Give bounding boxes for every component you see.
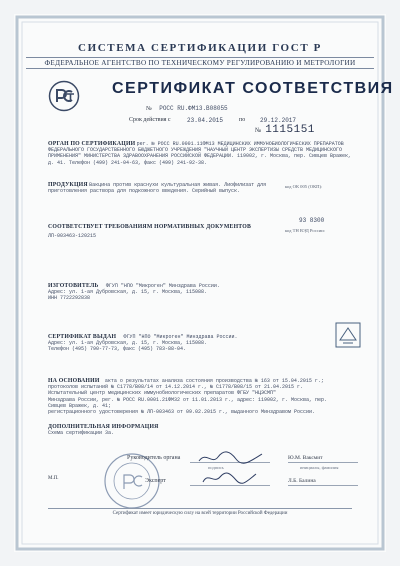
stamp-label: М.П. bbox=[48, 476, 59, 481]
initials-caption: инициалы, фамилия bbox=[300, 465, 339, 470]
registration-number-label: № bbox=[146, 106, 152, 112]
product-text: Вакцина против краснухи культуральная живая. Лиофилизат для приготовления раствора для подкожного введения. Серийный выпуск. bbox=[48, 182, 267, 195]
okp-code-value: 93 8300 bbox=[299, 217, 325, 224]
rst-logo-icon bbox=[48, 80, 80, 112]
basis-line: Сивцев Вражек, д. 41; bbox=[48, 402, 112, 409]
validity-label: Срок действия с bbox=[129, 117, 171, 123]
additional-text: Схема сертификации 3а. bbox=[48, 430, 115, 437]
registration-number-value: РОСС RU.ФМ13.В08055 bbox=[159, 105, 228, 112]
sign-caption: подпись bbox=[208, 465, 224, 470]
manufacturer-label: ИЗГОТОВИТЕЛЬ bbox=[48, 283, 99, 289]
requirements-section bbox=[48, 224, 288, 239]
organ-section bbox=[48, 141, 353, 166]
serial-label: № bbox=[255, 127, 262, 134]
basis-line: акта о результатах анализа состояния производства № 163 от 15.04.2015 г.; bbox=[104, 378, 324, 384]
validity-to-label: по bbox=[239, 117, 246, 123]
expert-signature-icon bbox=[200, 470, 260, 486]
requirements-label: СООТВЕТСТВУЕТ ТРЕБОВАНИЯМ НОРМАТИВНЫХ ДОКУМЕНТОВ bbox=[48, 224, 252, 230]
additional-label: ДОПОЛНИТЕЛЬНАЯ ИНФОРМАЦИЯ bbox=[48, 424, 159, 430]
registration-number bbox=[146, 105, 228, 112]
head-signature-icon bbox=[196, 448, 266, 466]
head-name: Ю.М. Ваксмит bbox=[288, 455, 323, 461]
basis-line: регистрационного удостоверения № ЛП-003463 от 09.02.2015 г., выданного Минздравом России. bbox=[48, 409, 316, 416]
basis-line: протоколов испытаний № С1778/В08/14 от 14.12.2014 г., № С1778/В08/15 от 21.04.2015 г. bbox=[48, 384, 304, 391]
serial-value: 1115151 bbox=[265, 124, 315, 136]
basis-section bbox=[48, 378, 353, 415]
product-label: ПРОДУКЦИЯ bbox=[48, 182, 88, 188]
issued-to-section bbox=[48, 334, 328, 353]
validity-date-from: 23.04.2015 bbox=[187, 117, 224, 124]
expert-signature-row bbox=[145, 478, 166, 484]
requirements-text: ЛП-003463-120215 bbox=[48, 233, 97, 240]
validity-date-to: 29.12.2017 bbox=[260, 117, 297, 124]
organ-text: рег. № РОСС RU.0001.11ФМ13 МЕДИЦИНСКИХ ИММУНОБИОЛОГИЧЕСКИХ ПРЕПАРАТОВ ФЕДЕРАЛЬНОГО ГОСУДАРСТВЕННОГО БЮДЖЕТНОГО УЧРЕЖДЕНИЯ "НАУЧНЫЙ ЦЕНТР ЭКСПЕРТИЗЫ СРЕДСТВ МЕДИЦИНСКОГО ПРИМЕНЕНИЯ" МИНИСТЕРСТВА ЗДРАВООХРАНЕНИЯ РОССИЙСКОЙ ФЕДЕРАЦИИ. 119002, г. Москва, пер. Сивцев Вражек, д. 41. Телефон (499) 241-04-63, факс (499) 241-92-38. bbox=[48, 141, 352, 166]
system-title: СИСТЕМА СЕРТИФИКАЦИИ ГОСТ Р bbox=[78, 42, 322, 54]
certificate-title: СЕРТИФИКАТ СООТВЕТСТВИЯ bbox=[112, 80, 394, 97]
company-seal-icon bbox=[335, 322, 361, 348]
basis-line: Минздрава России, рег. № РОСС RU.0001.21ФМ32 от 11.01.2013 г., адрес: 119002, г. Москва, пер. bbox=[48, 396, 328, 403]
expert-label: Эксперт bbox=[145, 478, 166, 484]
validity-period bbox=[129, 117, 329, 123]
agency-name: ФЕДЕРАЛЬНОЕ АГЕНТСТВО ПО ТЕХНИЧЕСКОМУ РЕГУЛИРОВАНИЮ И МЕТРОЛОГИИ bbox=[26, 57, 374, 69]
head-name-line bbox=[288, 462, 358, 463]
footer-note: Сертификат имеет юридическую силу на всей территории Российской Федерации bbox=[48, 508, 352, 516]
okp-code-label: код ОК 005 (ОКП): bbox=[285, 184, 323, 189]
manufacturer-section bbox=[48, 283, 348, 302]
manufacturer-line3: ИНН 7722292838 bbox=[48, 295, 91, 302]
head-signature-row bbox=[127, 455, 180, 461]
issued-to-line1: ФГУП "НПО "Микроген" Минздрава России. bbox=[123, 334, 238, 340]
head-label: Руководитель органа bbox=[127, 455, 181, 461]
manufacturer-line1: ФГУП "НПО "Микроген" Минздрава России. bbox=[105, 283, 220, 289]
product-section bbox=[48, 182, 273, 194]
serial-number bbox=[255, 124, 315, 136]
issued-to-label: СЕРТИФИКАТ ВЫДАН bbox=[48, 334, 117, 340]
additional-section bbox=[48, 424, 248, 436]
expert-name-line bbox=[288, 485, 358, 486]
expert-name: Л.Б. Балина bbox=[288, 478, 316, 484]
issued-to-line3: Телефон (495) 790-77-73, факс (495) 783-88-04. bbox=[48, 346, 187, 353]
manufacturer-line2: Адрес: ул. 1-ая Дубровская, д. 15, г. Москва, 115088. bbox=[48, 289, 208, 296]
basis-line: Испытательный центр медицинских иммунобиологических препаратов ФГБУ "НЦЭСМП" bbox=[48, 390, 277, 397]
issued-to-line2: Адрес: ул. 1-ая Дубровская, д. 15, г. Москва, 115088. bbox=[48, 340, 208, 347]
basis-label: НА ОСНОВАНИИ bbox=[48, 378, 100, 384]
tn-code-label: код ТН ВЭД России: bbox=[285, 228, 326, 233]
organ-label: ОРГАН ПО СЕРТИФИКАЦИИ bbox=[48, 141, 136, 147]
